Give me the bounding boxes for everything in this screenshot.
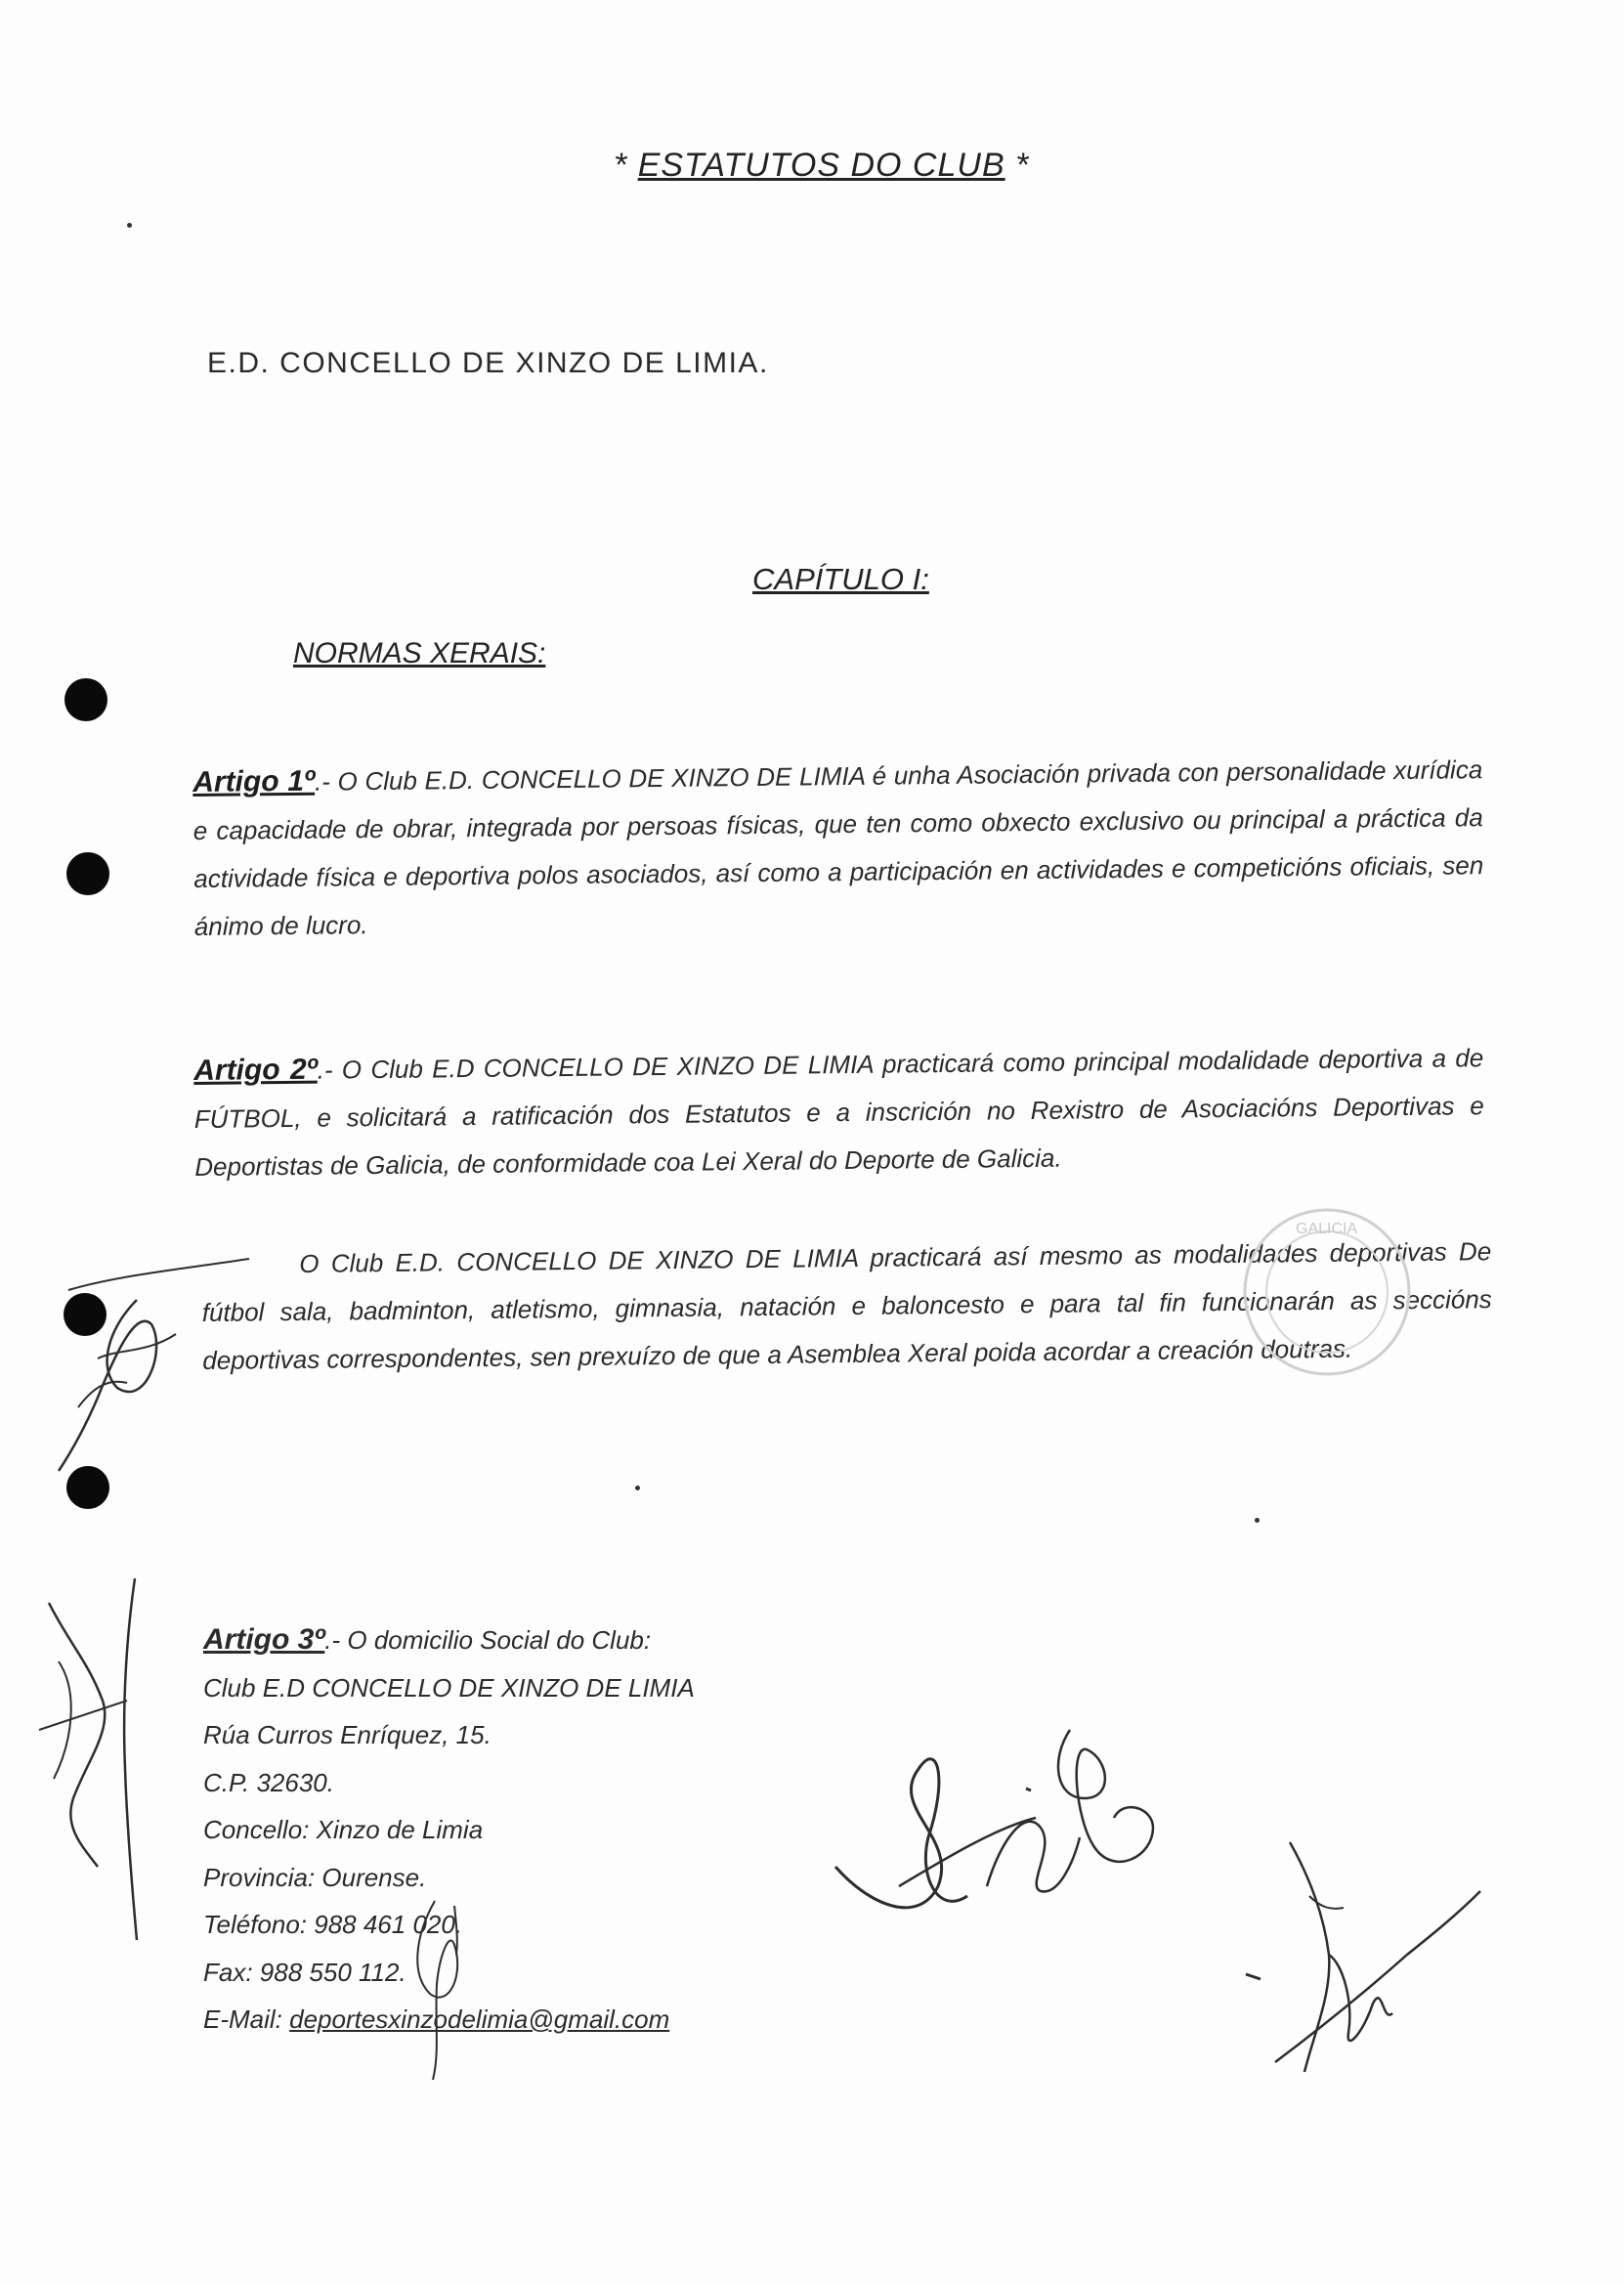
- article-2-continuation: O Club E.D. CONCELLO DE XINZO DE LIMIA practicará así mesmo as modalidades deportivas De fútbol sala, badminton, atletismo, gimnasia, natación e baloncesto e para tal fin funcionarán as seccións deportivas correspondentes, sen prexuízo de que a Asemblea Xeral poida acordar a creación doutras.: [201, 1236, 1492, 1375]
- article-3-label: Artigo 3º: [203, 1623, 325, 1656]
- address-phone: Teléfono: 988 461 020.: [203, 1910, 463, 1939]
- address-street: Rúa Curros Enríquez, 15.: [203, 1720, 491, 1749]
- svg-text:GALICIA: GALICIA: [1296, 1221, 1358, 1237]
- signature-left-margin-1: [39, 1241, 254, 1476]
- signature-right: [1236, 1837, 1490, 2091]
- address-concello: Concello: Xinzo de Limia: [203, 1815, 484, 1844]
- chapter-heading: CAPÍTULO I:: [752, 562, 929, 596]
- signature-bottom-small: [396, 1896, 493, 2082]
- official-stamp: [1239, 1204, 1415, 1380]
- punch-hole: [66, 852, 109, 895]
- article-1: [192, 745, 1484, 951]
- signature-left-margin-2: [29, 1574, 166, 1945]
- article-1-text: .- O Club E.D. CONCELLO DE XINZO DE LIMIA é unha Asociación privada con personalidade xurídica e capacidade de obrar, integrada por persoas físicas, que ten como obxecto exclusivo ou principal a práctica da actividade física e deportiva polos asociados, así como a participación en actividades e competicións oficiais, sen ánimo de lucro.: [192, 754, 1484, 941]
- email-label: E-Mail:: [203, 2005, 290, 2034]
- address-postal-code: C.P. 32630.: [203, 1767, 334, 1797]
- document-title: * ESTATUTOS DO CLUB *: [614, 147, 1030, 184]
- speck: [127, 223, 132, 228]
- address-provincia: Provincia: Ourense.: [203, 1862, 427, 1892]
- signature-center: [831, 1720, 1182, 1955]
- article-2: [193, 1033, 1484, 1191]
- article-2-label: Artigo 2º: [193, 1053, 318, 1087]
- email-link[interactable]: deportesxinzodelimia@gmail.com: [289, 2005, 670, 2034]
- article-3-text: .- O domicilio Social do Club:: [324, 1625, 652, 1655]
- punch-hole: [64, 678, 107, 721]
- address-fax: Fax: 988 550 112.: [203, 1957, 406, 1987]
- article-2-text: .- O Club E.D CONCELLO DE XINZO DE LIMIA practicará como principal modalidade deportiva a de FÚTBOL, e solicitará a ratificación dos Estatutos e a inscrición no Rexistro de Asociacións Deportivas e Deportistas de Galicia, de conformidade coa Lei Xeral do Deporte de Galicia.: [193, 1043, 1484, 1182]
- section-heading: NORMAS XERAIS:: [293, 637, 546, 669]
- article-1-label: Artigo 1º: [192, 764, 316, 798]
- club-name: E.D. CONCELLO DE XINZO DE LIMIA.: [207, 347, 769, 379]
- speck: [635, 1486, 640, 1490]
- speck: [1255, 1518, 1260, 1523]
- address-name: Club E.D CONCELLO DE XINZO DE LIMIA: [203, 1672, 695, 1703]
